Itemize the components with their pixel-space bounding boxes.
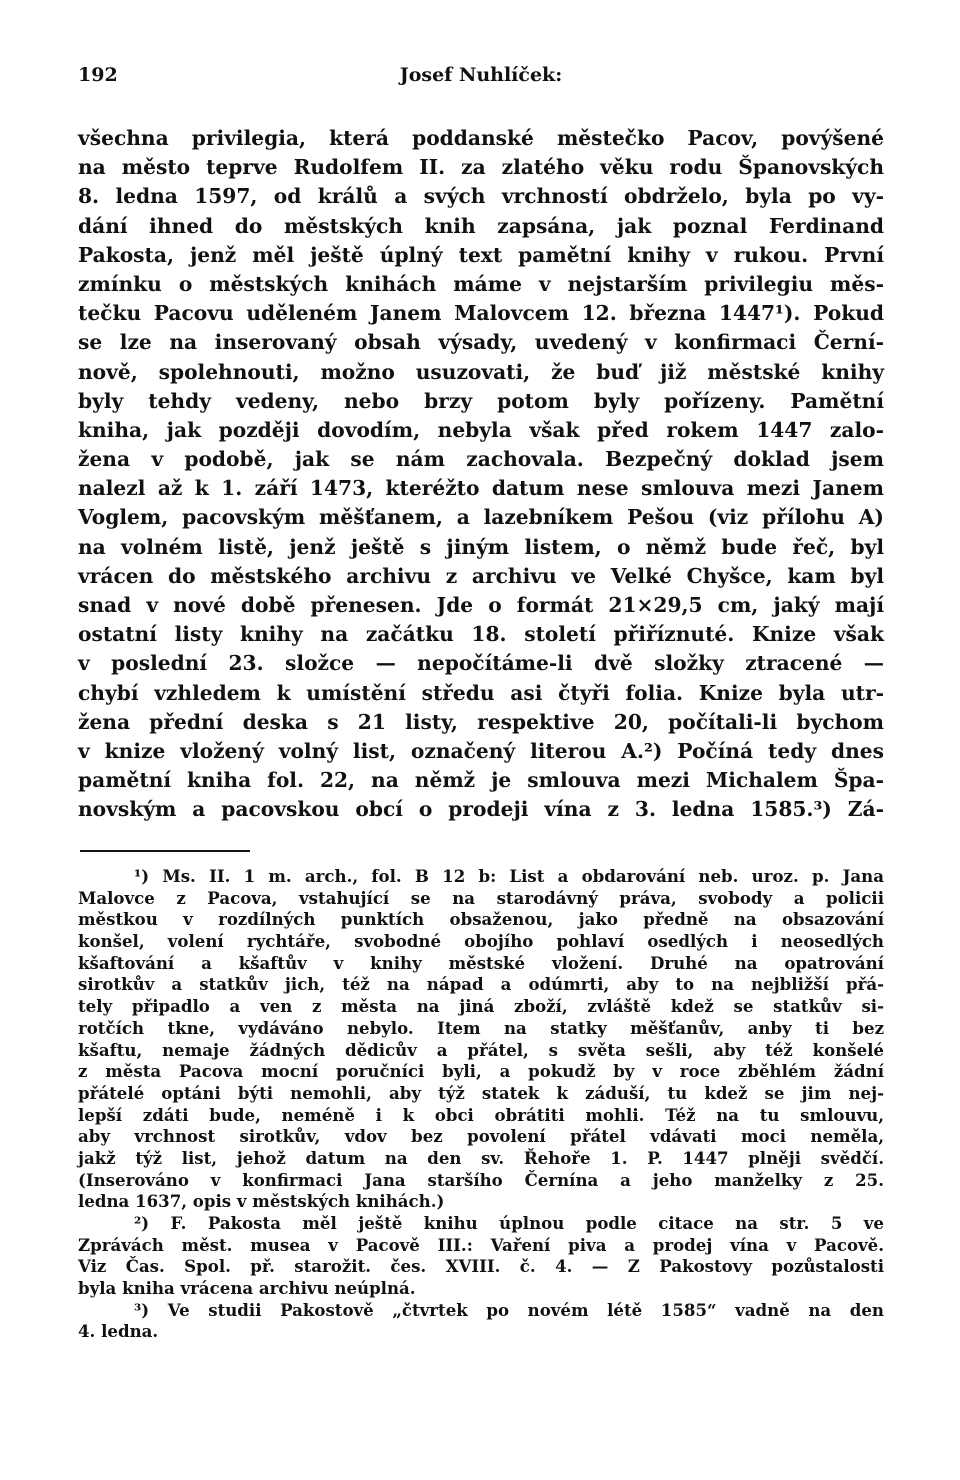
footnotes bbox=[78, 866, 884, 1343]
footnote-2-line: Zprávách měst. musea v Pacově III.: Vaření piva a prodej vína v Pacově. bbox=[78, 1234, 884, 1255]
footnote-divider bbox=[80, 850, 250, 852]
footnote-1-line: kšaftování a kšaftův v knihy městské vložení. Druhé na opatrování bbox=[78, 952, 884, 973]
text-line: chybí vzhledem k umístění středu asi čtyři folia. Knize byla utr- bbox=[78, 680, 884, 705]
text-line: pamětní kniha fol. 22, na němž je smlouva mezi Michalem Špa- bbox=[78, 768, 884, 793]
text-line: nově, spolehnouti, možno usuzovati, že buď již městské knihy bbox=[78, 359, 884, 384]
text-line: snad v nové době přenesen. Jde o formát 21×29,5 cm, jaký mají bbox=[78, 593, 884, 617]
text-line: byly tehdy vedeny, nebo brzy potom byly pořízeny. Pamětní bbox=[78, 388, 884, 413]
footnote-2-line: ²) F. Pakosta měl ještě knihu úplnou podle citace na str. 5 ve bbox=[134, 1213, 884, 1233]
footnote-1-line: ledna 1637, opis v městských knihách.) bbox=[78, 1191, 445, 1212]
page-number: 192 bbox=[78, 64, 118, 86]
text-line: všechna privilegia, která poddanské městečko Pacov, povýšené bbox=[78, 126, 884, 150]
text-line: na volném listě, jenž ještě s jiným listem, o němž bude řeč, byl bbox=[78, 534, 884, 559]
footnote-1-line: (Inserováno v konfirmaci Jana staršího Černína a jeho manželky z 25. bbox=[78, 1169, 884, 1190]
footnote-1-line: sirotkův a statkův jich, též na nápad a odúmrti, aby to na nejbližší přá- bbox=[78, 974, 884, 995]
footnote-1-line: kšaftu, nemaje žádných dědicův a přátel, s světa sešli, aby též konšelé bbox=[78, 1039, 884, 1060]
footnote-1-line: ¹) Ms. II. 1 m. arch., fol. B 12 b: List a obdarování neb. uroz. p. Jana bbox=[134, 866, 884, 886]
text-line: v knize vložený volný list, označený literou A.²) Počíná tedy dnes bbox=[78, 738, 884, 763]
footnote-2-line: byla kniha vrácena archivu neúplná. bbox=[78, 1278, 416, 1299]
running-header bbox=[78, 64, 884, 92]
footnote-3-line: ³) Ve studii Pakostově „čtvrtek po novém létě 1585“ vadně na den bbox=[134, 1299, 884, 1320]
footnote-1-line: přátelé optáni býti nemohli, aby týž statek k záduší, tu kdež se jim nej- bbox=[78, 1082, 884, 1103]
text-line: nalezl až k 1. září 1473, kteréžto datum nese smlouva mezi Janem bbox=[78, 476, 884, 501]
footnote-1-line: Malovce z Pacova, vstahující se na starodávný práva, svobody a policii bbox=[78, 887, 884, 908]
text-line: v poslední 23. složce — nepočítáme-li dvě složky ztracené — bbox=[78, 651, 884, 676]
footnote-1-line: městkou v rozdílných punktích obsaženou, jako předně na obsazování bbox=[78, 909, 884, 930]
text-line: žena v podobě, jak se nám zachovala. Bezpečný doklad jsem bbox=[78, 447, 884, 472]
text-line: kniha, jak později dovodím, nebyla však před rokem 1447 zalo- bbox=[78, 417, 884, 442]
text-line: Pakosta, jenž měl ještě úplný text pamětní knihy v rukou. První bbox=[78, 242, 884, 267]
footnote-1-line: tely připadlo a ven z města na jiná zboží, zvláště kdež se statkův si- bbox=[78, 996, 884, 1017]
text-line: Voglem, pacovským měšťanem, a lazebníkem Pešou (viz přílohu A) bbox=[78, 505, 884, 530]
footnote-1-line: jakž týž list, jehož datum na den sv. Řehoře 1. P. 1447 plněji svědčí. bbox=[78, 1147, 884, 1168]
text-line: na město teprve Rudolfem II. za zlatého věku rodu Španovských bbox=[78, 155, 884, 180]
text-line: žena přední deska s 21 listy, respektive 20, počítali-li bychom bbox=[78, 709, 884, 734]
text-line: vrácen do městského archivu z archivu ve Velké Chyšce, kam byl bbox=[78, 563, 884, 588]
text-line: tečku Pacovu uděleném Janem Malovcem 12. března 1447¹). Pokud bbox=[78, 301, 884, 326]
footnote-2-line: Viz Čas. Spol. př. starožit. čes. XVIII. č. 4. — Z Pakostovy pozůstalosti bbox=[78, 1256, 884, 1277]
text-line: dání ihned do městských knih zapsána, jak poznal Ferdinand bbox=[78, 213, 884, 238]
text-line: novským a pacovskou obcí o prodeji vína z 3. ledna 1585.³) Zá- bbox=[78, 797, 884, 822]
text-line: ostatní listy knihy na začátku 18. století přiříznuté. Knize však bbox=[78, 622, 884, 647]
footnote-1-line: konšel, volení rychtáře, svobodné obojího pohlaví osedlých i neosedlých bbox=[78, 931, 884, 952]
text-line: zmínku o městských knihách máme v nejstarším privilegiu měs- bbox=[78, 271, 884, 296]
running-title: Josef Nuhlíček: bbox=[399, 64, 563, 86]
text-line: se lze na inserovaný obsah výsady, uvedený v konfirmaci Černí- bbox=[78, 330, 884, 355]
footnote-1-line: lepší zdáti bude, neméně i k obci obrátiti mohli. Též na tu smlouvu, bbox=[78, 1104, 884, 1125]
footnote-1-line: rotčích tkne, vydáváno nebylo. Item na statky měšťanův, anby ti bez bbox=[78, 1017, 884, 1038]
main-text bbox=[78, 124, 884, 825]
footnote-3-line: 4. ledna. bbox=[78, 1321, 159, 1342]
footnote-1-line: z města Pacova mocní poručníci byli, a pokudž by v roce zběhlém žádní bbox=[78, 1061, 884, 1082]
text-line: 8. ledna 1597, od králů a svých vrchností obdrželo, byla po vy- bbox=[78, 184, 884, 209]
footnote-1-line: aby vrchnost sirotkův, vdov bez povolení přátel vdávati moci neměla, bbox=[78, 1126, 884, 1147]
